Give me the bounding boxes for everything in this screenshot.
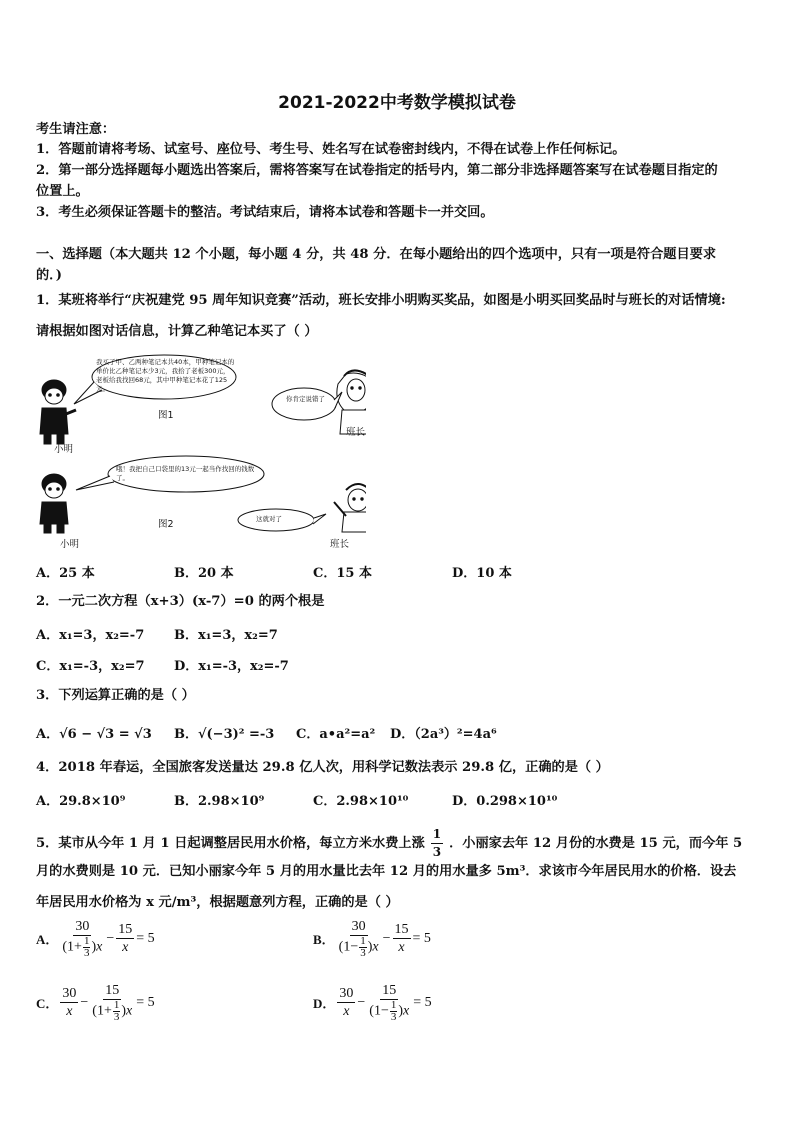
- fraction-1: [337, 918, 381, 959]
- denominator: [120, 939, 130, 956]
- q4-stem: 4．2018 年春运，全国旅客发送量达 29.8 亿人次，用科学记数法表示 29.8 亿，正确的是（ ）: [36, 760, 609, 775]
- denominator: [367, 1000, 411, 1023]
- name-banzhang-1: 班长: [346, 427, 366, 438]
- page-title: 2021-2022中考数学模拟试卷: [278, 93, 516, 113]
- denominator: [64, 1003, 74, 1020]
- q2-stem: 2．一元二次方程（x+3）(x-7）=0 的两个根是: [36, 594, 325, 609]
- minus-sign: −: [382, 930, 391, 946]
- paren-close: ): [398, 1003, 404, 1019]
- q5-option-a: [36, 918, 155, 959]
- q1-option-b: B．20 本: [174, 566, 234, 581]
- xiaoming-figure-2: [40, 474, 68, 533]
- notice-item-3: 3．考生必须保证答题卡的整洁。考试结束后，请将本试卷和答题卡一并交回。: [36, 205, 494, 220]
- rhs: = 5: [413, 994, 432, 1010]
- numerator: 15: [394, 922, 409, 937]
- paren-open: (1+: [62, 939, 82, 955]
- denominator: [90, 1000, 134, 1023]
- name-banzhang-2: 班长: [330, 539, 350, 550]
- q3-stem: 3．下列运算正确的是（ ）: [36, 688, 195, 703]
- bubble-1-text: 我买了甲、乙两种笔记本共40本，甲种笔记本的单价比乙种笔记本少3元，我拾了老板300元，老板给我找回68元，其中甲种笔记本花了125元。: [96, 358, 235, 393]
- option-label: A．: [36, 932, 59, 947]
- minus-sign: −: [106, 930, 115, 946]
- q2-option-a: A．x₁=3，x₂=-7: [36, 628, 145, 643]
- var-x: x: [66, 1004, 73, 1019]
- bubble-4-text: 这就对了: [256, 515, 282, 523]
- section-heading: 一、选择题（本大题共 12 个小题，每小题 4 分，共 48 分．在每小题给出的四个选项中，只有一项是符合题目要求: [36, 247, 717, 262]
- numerator: 15: [118, 922, 133, 937]
- name-xiaoming-1: 小明: [54, 444, 74, 455]
- q5-option-d: [313, 982, 432, 1023]
- third-fraction: [359, 936, 367, 959]
- name-xiaoming-2: 小明: [60, 539, 80, 550]
- bubble-2-text: 你肯定说错了: [286, 395, 325, 403]
- q1-stem-cont: 请根据如图对话信息，计算乙种笔记本买了（ ）: [36, 324, 318, 339]
- q3-option-a: A．√6 − √3 = √3: [36, 727, 152, 742]
- minus-sign: −: [357, 994, 366, 1010]
- q5-rise-fraction: [431, 826, 443, 861]
- fraction-2: [116, 921, 134, 956]
- fraction-2: [367, 982, 411, 1023]
- option-label: C．: [36, 996, 59, 1011]
- q5-text-b: ．小丽家去年 12 月份的水费是 15 元，而今年 5: [449, 835, 743, 851]
- paren-close: ): [121, 1003, 127, 1019]
- notice-item-1: 1．答题前请将考场、试室号、座位号、考生号、姓名写在试卷密封线内，不得在试卷上作任何标记。: [36, 142, 626, 157]
- fraction-2: [90, 982, 134, 1023]
- fraction-1: [60, 918, 104, 959]
- fraction-denominator: 3: [432, 845, 442, 859]
- q5-stem-line-1: [36, 826, 742, 861]
- var-x: x: [126, 1003, 133, 1019]
- fraction-numerator: 1: [431, 826, 443, 844]
- q3-option-c: C．a•a²=a²: [296, 727, 376, 742]
- option-label: D．: [313, 996, 336, 1011]
- q1-stem: 1．某班将举行“庆祝建党 95 周年知识竞赛”活动，班长安排小明购买奖品，如图是小明买回奖品时与班长的对话情境:: [36, 293, 726, 308]
- var-x: x: [403, 1003, 410, 1019]
- q2-option-b: B．x₁=3，x₂=7: [174, 628, 278, 643]
- var-x: x: [398, 940, 405, 955]
- section-heading-cont: 的．): [36, 268, 63, 283]
- fraction-2: [393, 921, 411, 956]
- third-fraction: [113, 1000, 121, 1023]
- q4-option-d: D．0.298×10¹⁰: [452, 794, 558, 809]
- q3-option-b: B．√(−3)² =-3: [174, 727, 275, 742]
- rhs: = 5: [136, 930, 155, 946]
- denominator: [60, 936, 104, 959]
- q5-stem-line-2: 月的水费则是 10 元．已知小丽家今年 5 月的用水量比去年 12 月的用水量多 5m³．求该市今年居民用水的价格．设去: [36, 864, 737, 879]
- paren-close: ): [367, 939, 373, 955]
- var-x: x: [122, 940, 129, 955]
- q2-option-c: C．x₁=-3，x₂=7: [36, 659, 145, 674]
- numerator: 30: [351, 919, 366, 934]
- q5-text-a: 5．某市从今年 1 月 1 日起调整居民用水价格，每立方米水费上涨: [36, 835, 425, 851]
- fraction-1: [60, 985, 78, 1020]
- fraction-1: [337, 985, 355, 1020]
- banzhang-figure-2: [334, 484, 366, 532]
- third-fraction: [83, 936, 91, 959]
- notice-heading: 考生请注意：: [36, 122, 116, 137]
- notice-item-2: 2．第一部分选择题每小题选出答案后，需将答案写在试卷指定的括号内，第二部分非选择题答案写在试卷题目指定的: [36, 163, 718, 178]
- denominator: 3: [113, 1011, 120, 1023]
- numerator: 30: [339, 986, 354, 1001]
- numerator: 15: [105, 983, 120, 998]
- rhs: = 5: [136, 994, 155, 1010]
- q4-option-c: C．2.98×10¹⁰: [313, 794, 409, 809]
- var-x: x: [343, 1004, 350, 1019]
- minus-sign: −: [80, 994, 89, 1010]
- speech-bubble-2: [272, 388, 336, 420]
- paren-open: (1−: [338, 939, 359, 955]
- var-x: x: [96, 939, 103, 955]
- q4-option-a: A．29.8×10⁹: [36, 794, 126, 809]
- paren-close: ): [91, 939, 97, 955]
- numerator: 15: [382, 983, 397, 998]
- bubble-3-text: 哦！我把自己口袋里的13元一起当作找回的钱数了。: [116, 465, 255, 482]
- numerator: 1: [113, 999, 120, 1011]
- denominator: 3: [360, 947, 366, 959]
- option-label: B．: [313, 932, 335, 947]
- q3-option-d: D．（2a³）²=4a⁶: [390, 727, 497, 742]
- var-x: x: [372, 939, 379, 955]
- q1-option-c: C．15 本: [313, 566, 372, 581]
- q1-option-d: D．10 本: [452, 566, 512, 581]
- numerator: 30: [75, 919, 90, 934]
- xiaoming-figure-1: [40, 380, 76, 444]
- numerator: 1: [360, 935, 366, 947]
- numerator: 30: [62, 986, 77, 1001]
- notice-item-2-cont: 位置上。: [36, 184, 89, 199]
- q5-option-c: [36, 982, 155, 1023]
- q2-option-d: D．x₁=-3，x₂=-7: [174, 659, 289, 674]
- paren-open: (1+: [92, 1003, 112, 1019]
- denominator: 3: [83, 947, 90, 959]
- fig2-label: 图2: [158, 519, 174, 530]
- q5-stem-line-3: 年居民用水价格为 x 元/m³，根据题意列方程，正确的是（ ）: [36, 895, 399, 910]
- denominator: [341, 1003, 351, 1020]
- denominator: [396, 939, 406, 956]
- third-fraction: [390, 1000, 398, 1023]
- q4-option-b: B．2.98×10⁹: [174, 794, 265, 809]
- denominator: 3: [390, 1011, 397, 1023]
- q1-option-a: A．25 本: [36, 566, 95, 581]
- q5-option-b: [313, 918, 431, 959]
- denominator: [337, 936, 381, 959]
- numerator: 1: [390, 999, 397, 1011]
- numerator: 1: [83, 935, 90, 947]
- paren-open: (1−: [369, 1003, 389, 1019]
- rhs: = 5: [412, 930, 431, 946]
- fig1-label: 图1: [158, 410, 174, 421]
- q1-figure: [36, 352, 366, 552]
